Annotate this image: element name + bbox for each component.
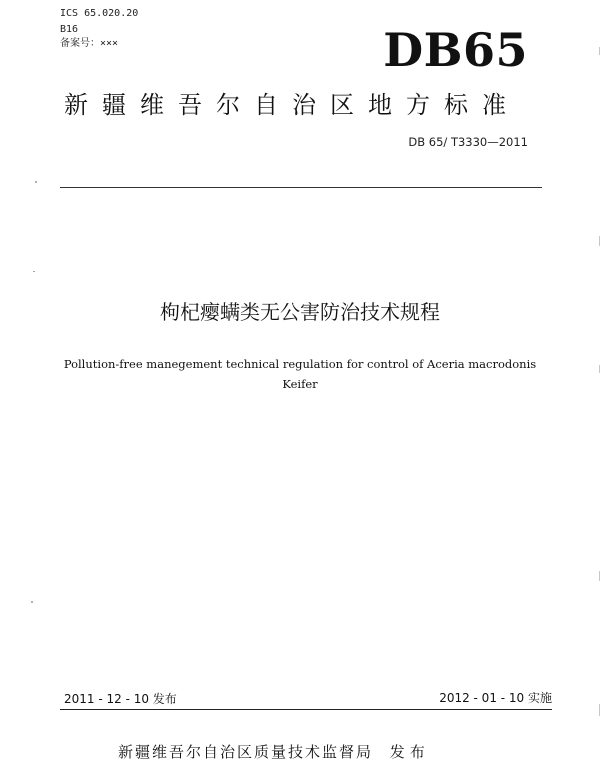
english-title-line-2: Keifer	[282, 377, 318, 391]
filing-number: 备案号：×××	[60, 38, 119, 49]
header-divider	[60, 187, 542, 188]
document-title-english	[50, 354, 550, 394]
footer-divider	[60, 709, 552, 710]
publisher-name: 新疆维吾尔自治区质量技术监督局	[118, 743, 374, 761]
english-title-line-1: Pollution-free manegement technical regulation for control of Aceria macrodonis	[63, 357, 537, 371]
publisher-action: 发布	[389, 743, 430, 761]
scan-speck	[35, 181, 37, 183]
classification-code: B16	[60, 24, 79, 35]
implementation-date: 2012 - 01 - 10 实施	[439, 691, 552, 705]
standard-number: DB 65/ T3330—2011	[408, 135, 528, 149]
scan-speck	[33, 271, 35, 272]
standard-code-large: DB65	[383, 23, 528, 77]
publisher-line	[118, 742, 430, 762]
scan-speck	[31, 601, 33, 603]
issue-date: 2011 - 12 - 10 发布	[64, 692, 177, 706]
standard-type-title: 新疆维吾尔自治区地方标准	[64, 91, 520, 119]
ics-code: ICS 65.020.20	[60, 8, 139, 19]
document-title-chinese: 枸杞瘿螨类无公害防治技术规程	[160, 300, 440, 324]
